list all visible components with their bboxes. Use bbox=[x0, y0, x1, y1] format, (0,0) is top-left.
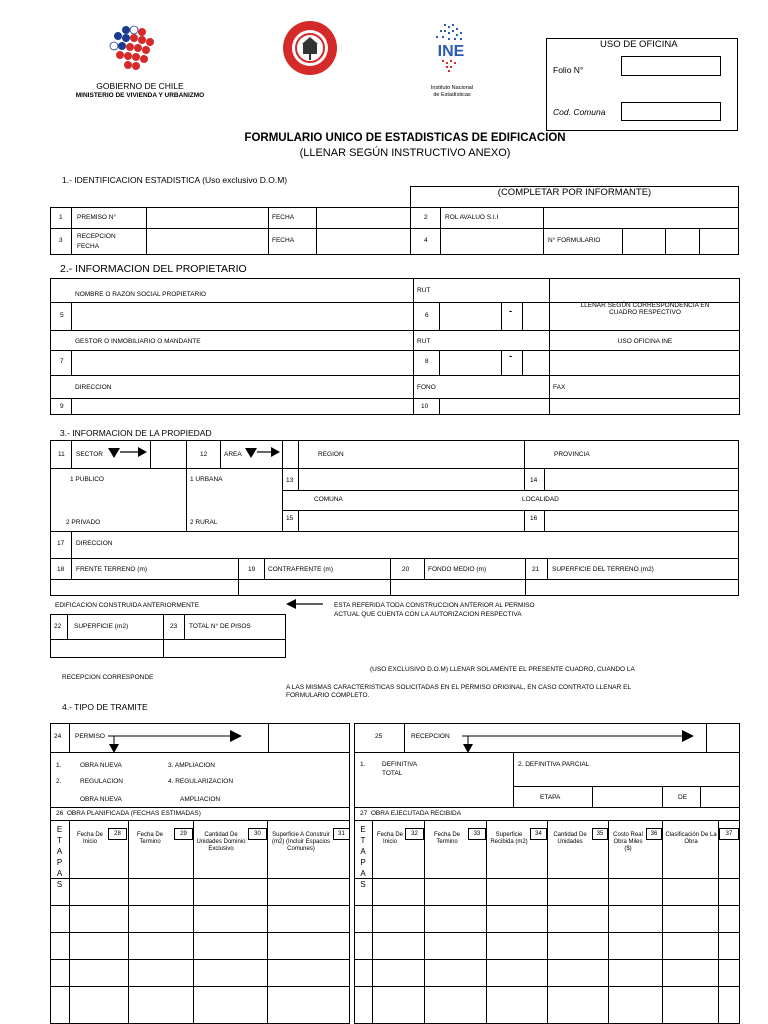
region-label: REGION bbox=[318, 451, 344, 458]
recepcion-label: RECEPCION bbox=[77, 233, 116, 240]
section-4-title: 4.- TIPO DE TRAMITE bbox=[62, 702, 148, 712]
section-2-title: 2.- INFORMACION DEL PROPIETARIO bbox=[60, 263, 247, 275]
etapas-right bbox=[354, 824, 372, 890]
nombre-label: NOMBRE O RAZON SOCIAL PROPIETARIO bbox=[75, 291, 207, 298]
cod-comuna-input[interactable] bbox=[621, 102, 721, 121]
direccion-label: DIRECCION bbox=[75, 384, 112, 391]
recepcion-input[interactable] bbox=[147, 229, 267, 254]
etapas-letter: S bbox=[360, 880, 366, 889]
col-fecha-termino-left: Fecha De Termino bbox=[136, 832, 163, 845]
ine-caption-2: de Estadísticas bbox=[433, 92, 471, 98]
fax-label: FAX bbox=[553, 384, 566, 391]
direccion-input[interactable] bbox=[72, 399, 412, 414]
superficie-anterior-label: SUPERFICIE (m2) bbox=[74, 623, 129, 630]
premiso-input[interactable] bbox=[147, 208, 267, 227]
col-fecha-inicio-left: Fecha De Inicio bbox=[76, 832, 103, 845]
col-cantidad-unidades-right: Cantidad De Unidades bbox=[553, 832, 587, 845]
etapas-letter: P bbox=[56, 858, 63, 867]
gestor-label: GESTOR O INMOBILIARIO O MANDANTE bbox=[75, 338, 201, 345]
fono-label: FONO bbox=[417, 384, 436, 391]
gobierno-title: GOBIERNO DE CHILE bbox=[96, 81, 184, 91]
regularizacion-option[interactable]: 4. REGULARIZACION bbox=[168, 778, 234, 785]
definitiva-parcial-option[interactable]: 2. DEFINITIVA PARCIAL bbox=[518, 761, 590, 768]
formulario-completo-note: FORMULARIO COMPLETO. bbox=[286, 692, 370, 699]
urbana-option[interactable]: 1 URBANA bbox=[190, 476, 223, 483]
gobierno-de-chile-logo bbox=[104, 22, 160, 78]
rol-input[interactable] bbox=[544, 208, 738, 227]
etapas-letter: A bbox=[360, 869, 366, 878]
nota-line-2: ACTUAL QUE CUENTA CON LA AUTORIZACION RESPECTIVA bbox=[334, 611, 522, 618]
comuna-label: COMUNA bbox=[314, 496, 343, 503]
permiso-arrow-icon bbox=[104, 728, 244, 754]
rol-label: ROL AVALUO S.I.I bbox=[445, 214, 499, 221]
etapa-label: ETAPA bbox=[540, 794, 561, 801]
cod-comuna-label: Cod. Comuna bbox=[553, 107, 606, 117]
nota-line-1: ESTA REFERIDA TODA CONSTRUCCION ANTERIOR AL PERMISO bbox=[334, 602, 535, 609]
folio-input[interactable] bbox=[621, 56, 721, 76]
gestor-input[interactable] bbox=[72, 351, 412, 374]
fecha-1-label: FECHA bbox=[272, 214, 295, 221]
etapas-letter: E bbox=[360, 825, 366, 834]
obra-nueva-option[interactable]: OBRA NUEVA bbox=[80, 762, 122, 769]
obra-ejecutada-label: 27 OBRA EJECUTADA RECIBIDA bbox=[360, 810, 462, 817]
completar-label: (COMPLETAR POR INFORMANTE) bbox=[497, 187, 652, 198]
uso-oficina-title: USO DE OFICINA bbox=[600, 39, 678, 50]
area-label: AREA bbox=[224, 451, 242, 458]
contrafrente-label: CONTRAFRENTE (m) bbox=[268, 566, 333, 573]
edif-anterior-table bbox=[50, 614, 286, 658]
superficie-terreno-label: SUPERFICIE DEL TERRENO (m2) bbox=[552, 566, 654, 573]
frente-label: FRENTE TERRENO (m) bbox=[76, 566, 148, 573]
col-cantidad-unidades-left: Cantidad De Unidades Dominio Exclusivo bbox=[196, 832, 246, 852]
recepcion-tramite-label: RECEPCION bbox=[411, 733, 450, 740]
rural-option[interactable]: 2 RURAL bbox=[190, 519, 218, 526]
section-3-title: 3.- INFORMACION DE LA PROPIEDAD bbox=[60, 428, 212, 438]
etapas-letter: A bbox=[56, 869, 63, 878]
nombre-input[interactable] bbox=[72, 303, 412, 329]
nformulario-label: N° FORMULARIO bbox=[548, 237, 601, 244]
etapas-letter: A bbox=[56, 847, 63, 856]
sector-arrow-icon bbox=[106, 444, 148, 464]
col-fecha-inicio-right: Fecha De Inicio bbox=[376, 832, 403, 845]
ine-logo bbox=[418, 22, 486, 86]
rut-1-label: RUT bbox=[417, 287, 431, 294]
col-fecha-termino-right: Fecha De Termino bbox=[433, 832, 460, 845]
uso-oficina-ine-label: USO OFICINA INE bbox=[617, 338, 673, 345]
form-subtitle: (LLENAR SEGÚN INSTRUCTIVO ANEXO) bbox=[299, 147, 511, 159]
svg-text:INE: INE bbox=[437, 43, 465, 60]
permiso-label: PERMISO bbox=[75, 733, 105, 740]
col-clasificacion-obra: Clasificación De La Obra bbox=[665, 832, 717, 845]
llenar-correspondencia: LLENAR SEGÚN CORRESPONDENCIA EN CUADRO RESPECTIVO bbox=[580, 302, 710, 317]
caracteristicas-note: A LAS MISMAS CARACTERISTICAS SOLICITADAS EN EL PERMISO ORIGINAL, EN CASO CONTRATO LLENAR EL bbox=[286, 684, 632, 691]
left-arrow-icon bbox=[286, 598, 324, 610]
rut-2-label: RUT bbox=[417, 338, 431, 345]
recepcion-arrow-icon bbox=[458, 728, 696, 754]
region-input[interactable] bbox=[299, 469, 523, 489]
fecha-1-input[interactable] bbox=[317, 208, 409, 227]
ministerio-subtitle: MINISTERIO DE VIVIENDA Y URBANIZMO bbox=[75, 92, 205, 99]
section-2-table bbox=[50, 278, 740, 415]
regulacion-option[interactable]: REGULACION bbox=[80, 778, 123, 785]
folio-label: Folio N° bbox=[553, 65, 584, 75]
area-arrow-icon bbox=[243, 444, 281, 464]
edif-anterior-label: EDIFICACION CONSTRUIDA ANTERIORMENTE bbox=[55, 602, 200, 609]
localidad-label: LOCALIDAD bbox=[522, 496, 559, 503]
definitiva-total-option[interactable]: DEFINITIVA bbox=[382, 761, 418, 768]
fecha-2-label: FECHA bbox=[272, 237, 295, 244]
fondo-label: FONDO MEDIO (m) bbox=[428, 566, 487, 573]
de-label: DE bbox=[678, 794, 688, 801]
direccion-propiedad-label: DIRECCION bbox=[76, 540, 113, 547]
uso-exclusivo-note: (USO EXCLUSIVO D.O.M) LLENAR SOLAMENTE EL PRESENTE CUADRO, CUANDO LA bbox=[370, 666, 635, 673]
ine-caption-1: Instituto Nacional bbox=[430, 85, 474, 91]
etapas-letter: A bbox=[360, 847, 366, 856]
etapas-letter: P bbox=[360, 858, 366, 867]
etapas-left bbox=[50, 824, 69, 890]
ampliacion-2-option[interactable]: AMPLIACION bbox=[180, 796, 221, 803]
col-superficie-recibida: Superficie Recibida (m2) bbox=[490, 832, 528, 845]
form-title: FORMULARIO UNICO DE ESTADISTICAS DE EDIFICACION bbox=[244, 132, 566, 144]
recepcion-corresponde: RECEPCION CORRESPONDE bbox=[62, 674, 154, 681]
premiso-label: PREMISO N° bbox=[77, 214, 117, 221]
privado-option[interactable]: 2 PRIVADO bbox=[66, 519, 101, 526]
section-1-title: 1.- IDENTIFICACION ESTADISTICA (Uso exclusivo D.O.M) bbox=[62, 175, 288, 185]
total-pisos-label: TOTAL N° DE PISOS bbox=[189, 623, 251, 630]
etapas-letter: T bbox=[57, 836, 62, 845]
camara-chilena-seal bbox=[282, 20, 338, 76]
sector-label: SECTOR bbox=[76, 451, 103, 458]
col-costo-real: Costo Real Obra Miles ($) bbox=[613, 832, 643, 852]
etapas-letter: E bbox=[56, 825, 63, 834]
fecha-2-input[interactable] bbox=[317, 229, 409, 254]
publico-option[interactable]: 1 PUBLICO bbox=[70, 476, 104, 483]
obra-nueva-2-option[interactable]: OBRA NUEVA bbox=[80, 796, 122, 803]
obra-planificada-label: 26 OBRA PLANIFICADA (FECHAS ESTIMADAS) bbox=[56, 810, 201, 817]
ampliacion-option[interactable]: 3. AMPLIACION bbox=[168, 762, 215, 769]
provincia-label: PROVINCIA bbox=[554, 451, 590, 458]
col-superficie-construir: Superficie A Construir (m2) (Incluir Espacios Comunes) bbox=[271, 832, 330, 852]
etapas-letter: S bbox=[56, 880, 63, 889]
etapas-letter: T bbox=[360, 836, 366, 845]
